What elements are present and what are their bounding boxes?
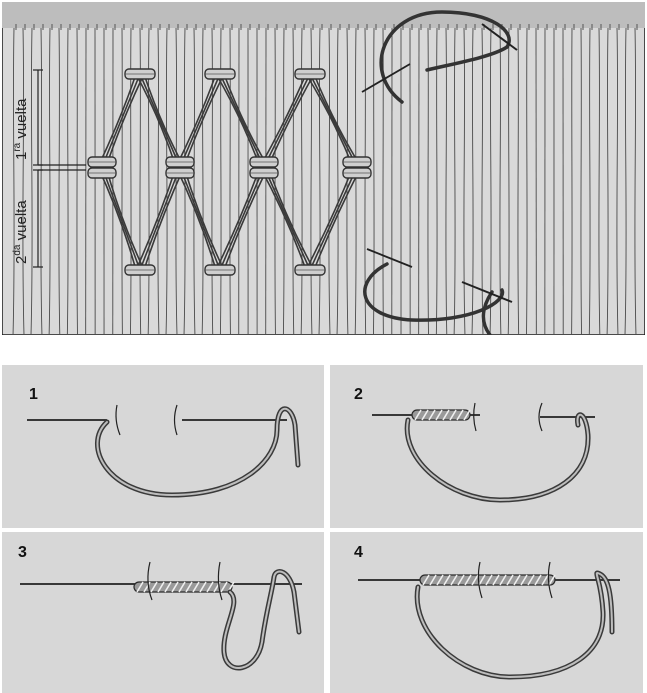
header-band [2, 2, 645, 28]
step-panel-2 [330, 365, 643, 528]
thread-loop [224, 572, 299, 668]
step-number: 2 [354, 386, 363, 403]
thread-loop [407, 415, 588, 500]
smocking-diagram [2, 2, 645, 335]
step-number: 4 [354, 544, 363, 561]
main-illustration [2, 2, 645, 335]
fabric-fold-right [175, 405, 178, 435]
fabric-fold-left [116, 405, 120, 435]
wrapped-stitch [412, 410, 470, 420]
thread-loop [417, 573, 612, 677]
step-2-illustration [330, 365, 643, 528]
fabric-fold-right [218, 562, 222, 600]
thread-loop [97, 409, 298, 495]
fabric-fold-left [474, 403, 476, 431]
step-4-illustration [330, 532, 643, 693]
fabric-thread [581, 28, 582, 335]
second-round-label: $2^{da}$ vuelta [12, 200, 30, 264]
step-1-illustration [2, 365, 324, 528]
step-panel-3 [2, 532, 324, 693]
wrapped-stitch [420, 575, 555, 585]
fabric-thread [373, 28, 374, 335]
fabric-thread [526, 28, 527, 335]
step-panel-1 [2, 365, 324, 528]
fabric-thread [275, 28, 276, 335]
step-panel-4 [330, 532, 643, 693]
step-number: 3 [18, 544, 27, 561]
fabric-thread [428, 28, 429, 335]
fabric-fold-left [148, 562, 152, 600]
fabric-thread [77, 28, 78, 335]
step-3-illustration [2, 532, 324, 693]
step-number: 1 [29, 386, 38, 403]
first-round-label: $1^{ra}$ vuelta [12, 98, 30, 160]
